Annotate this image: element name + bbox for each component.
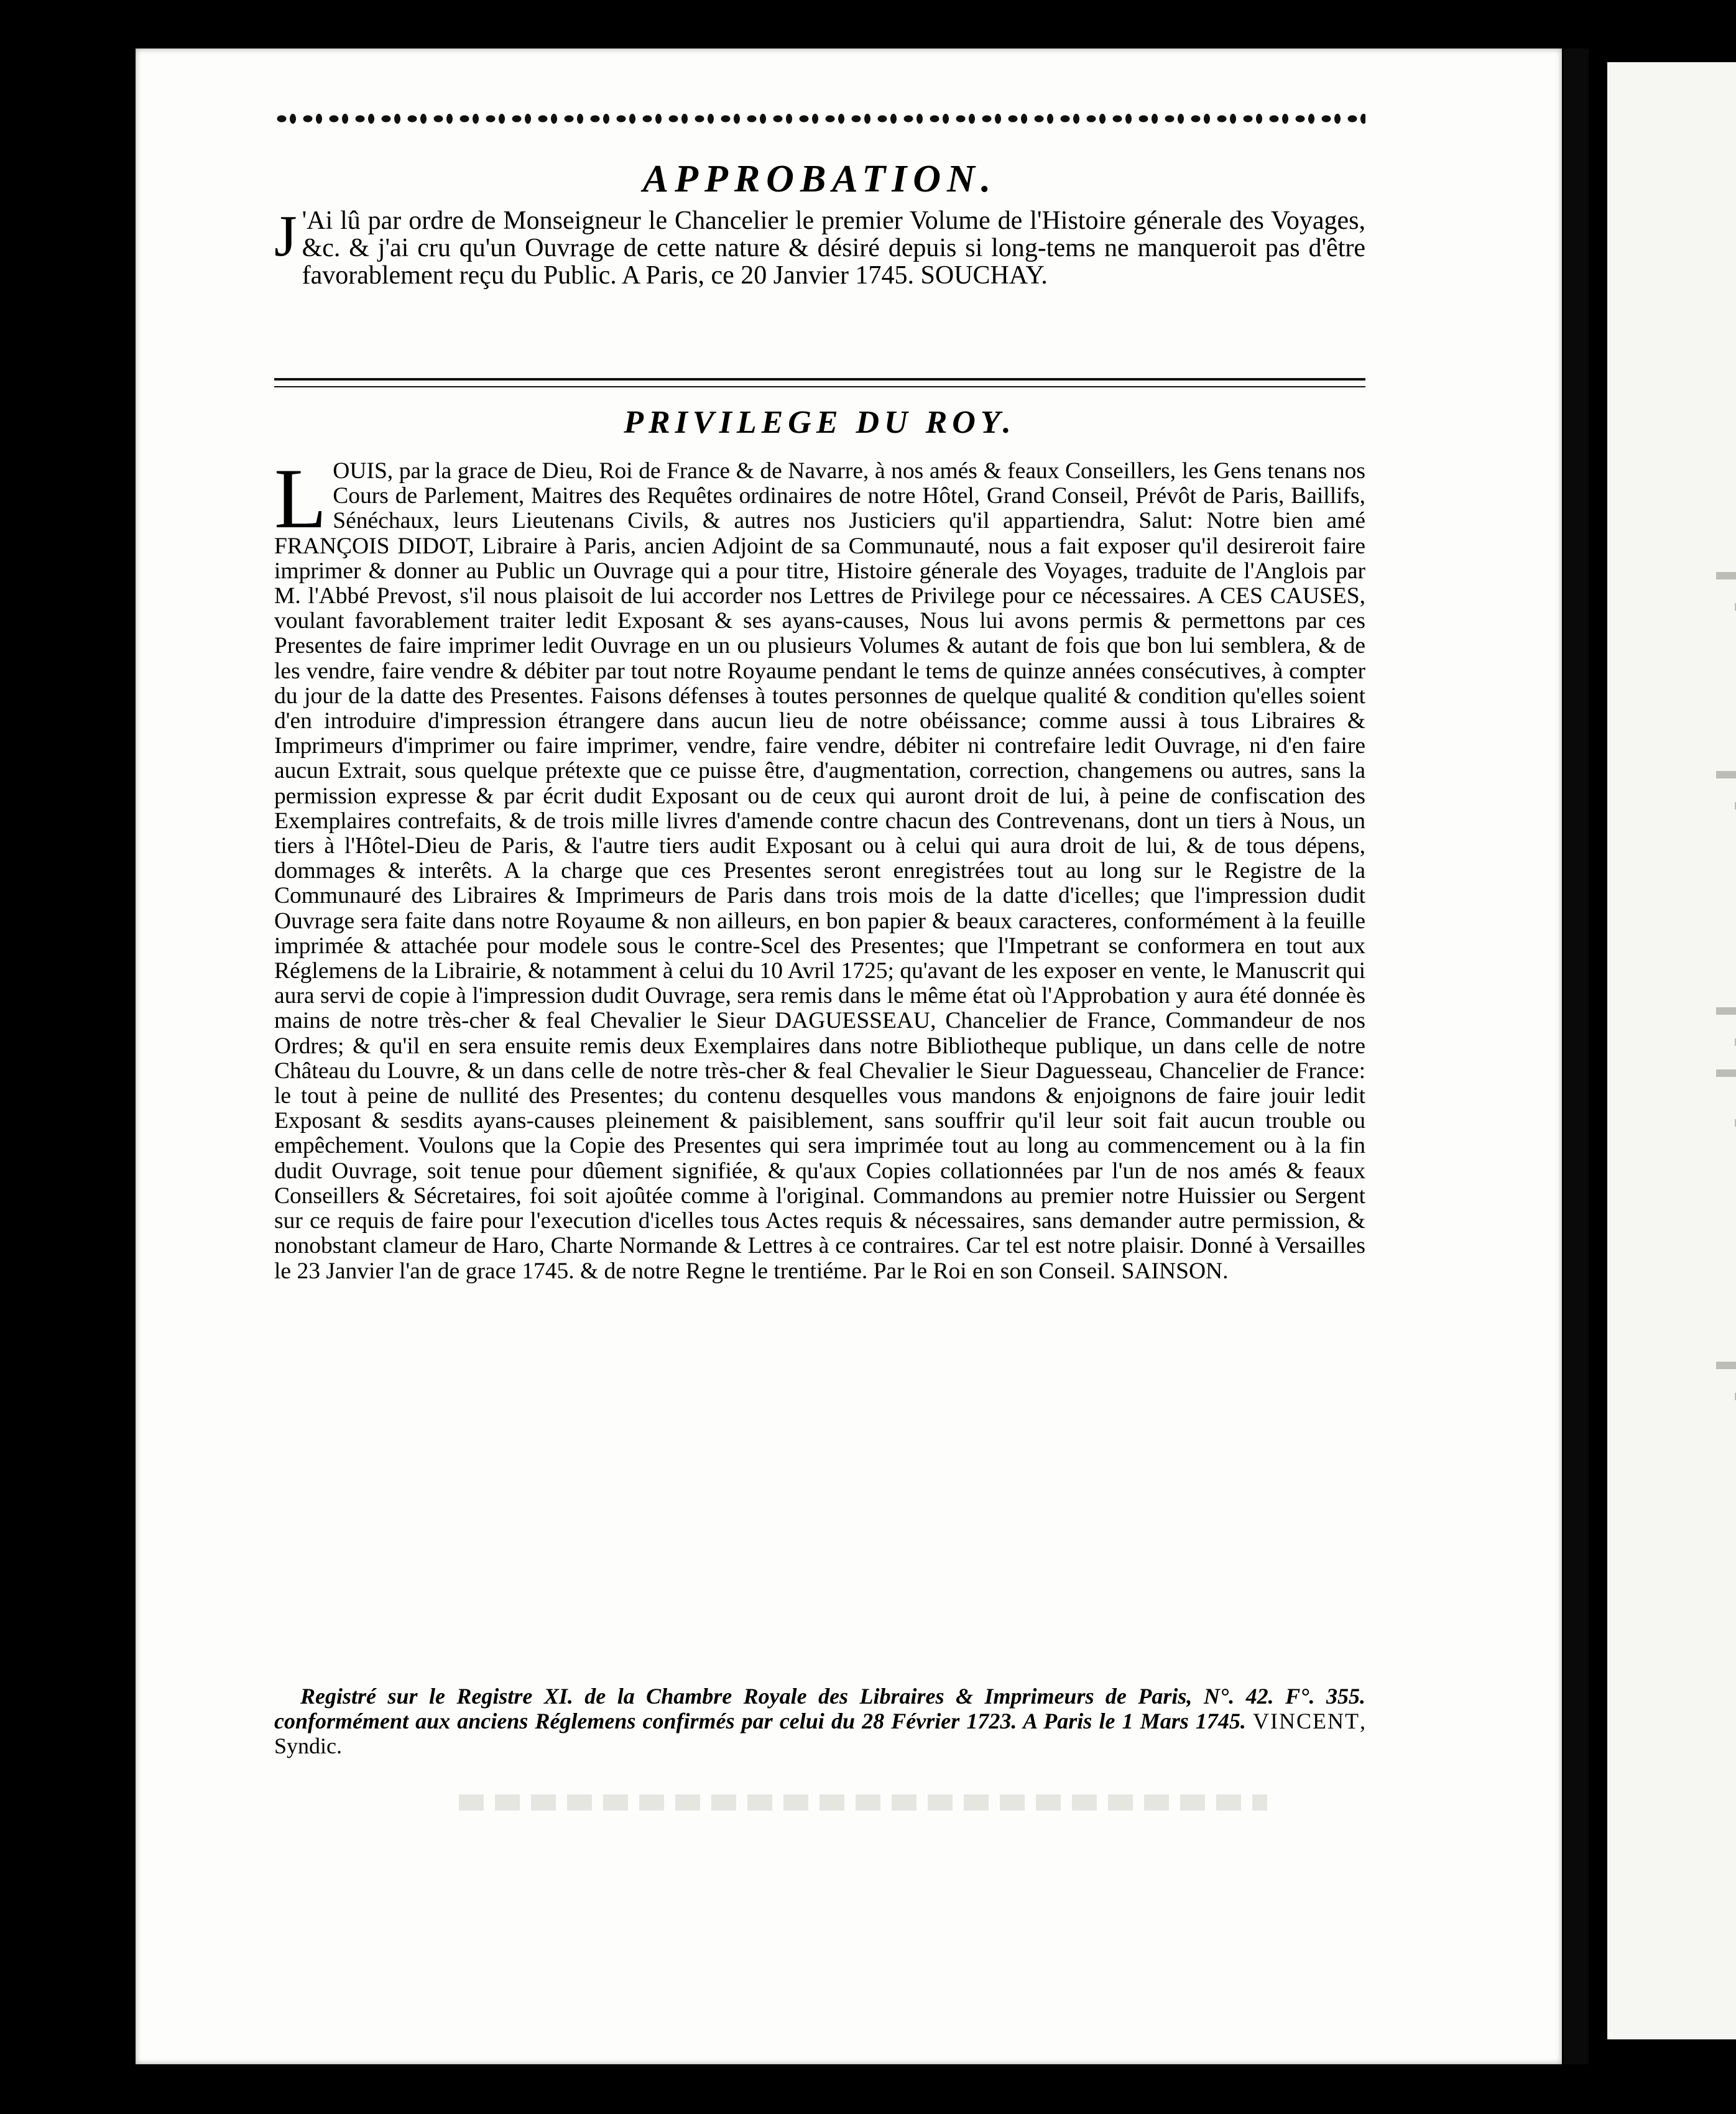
facing-text-fragment [1716,572,1736,579]
syndic-signature: VINCENT [1253,1709,1360,1733]
approbation-text: 'Ai lû par ordre de Monseigneur le Chancelier le premier Volume de l'Histoire génerale des Voyages, &c. & j'ai cru qu'un Ouvrage de cette nature & désiré depuis si long-tems ne manqueroit pas d'être favorablement reçu du Public. A Paris, ce 20 Janvier 1745. SOUCHAY. [302,206,1365,290]
printers-ornament-band [274,106,1365,132]
facing-text-fragment [1716,1069,1736,1077]
document-page [136,48,1562,2064]
ornament-caption [274,106,1365,132]
facing-page-edge [1607,62,1736,2039]
approbation-drop-initial: J [274,204,297,269]
privilege-text: OUIS, par la grace de Dieu, Roi de France & de Navarre, à nos amés & feaux Conseillers, les Gens tenans nos Cours de Parlement, Maitres des Requêtes ordinaires de notre Hôtel, Grand Conseil, Prévôt de Paris, Baillifs, Sénéchaux, leurs Lieutenans Civils, & autres nos Justiciers qu'il appartiendra, Salut: Notre bien amé FRANÇOIS DIDOT, Libraire à Paris, ancien Adjoint de sa Communauté, nous a fait exposer qu'il desireroit faire imprimer & donner au Public un Ouvrage qui a pour titre, Histoire génerale des Voyages, traduite de l'Anglois par M. l'Abbé Prevost, s'il nous plaisoit de lui accorder nos Lettres de Privilege pour ce nécessaires. A CES CAUSES, voulant favorablement traiter ledit Exposant & ses ayans-causes, Nous lui avons permis & permettons par ces Presentes de faire imprimer ledit Ouvrage en un ou plusieurs Volumes & autant de fois que bon lui semblera, & de les vendre, faire vendre & débiter par tout notre Royaume pendant le tems de quinze années consécutives, à compter du jour de la datte des Presentes. Faisons défenses à toutes personnes de quelque qualité & condition qu'elles soient d'en introduire d'impression étrangere dans aucun lieu de notre obéissance; comme aussi à tous Libraires & Imprimeurs d'imprimer ou faire imprimer, vendre, faire vendre, débiter ni contrefaire ledit Ouvrage, ni d'en faire aucun Extrait, sous quelque prétexte que ce puisse être, d'augmentation, correction, changemens ou autres, sans la permission expresse & par écrit dudit Exposant ou de ceux qui auront droit de lui, à peine de confiscation des Exemplaires contrefaits, & de trois mille livres d'amende contre chacun des Contrevenans, dont un tiers à Nous, un tiers à l'Hôtel-Dieu de Paris, & l'autre tiers audit Exposant ou à celui qui aura droit de lui, & de tous dépens, dommages & interêts. A la charge que ces Presentes seront enregistrées tout au long sur le Registre de la Communauré des Libraires & Imprimeurs de Paris dans trois mois de la datte d'icelles; que l'impression dudit Ouvrage sera faite dans notre Royaume & non ailleurs, en bon papier & beaux caracteres, conformément à la feuille imprimée & attachée pour modele sous le contre-Scel des Presentes; que l'Impetrant se conformera en tout aux Réglemens de la Librairie, & notamment à celui du 10 Avril 1725; qu'avant de les exposer en vente, le Manuscrit qui aura servi de copie à l'impression dudit Ouvrage, sera remis dans le même état où l'Approbation y aura été donnée ès mains de notre très-cher & feal Chevalier le Sieur DAGUESSEAU, Chancelier de France, Commandeur de nos Ordres; & qu'il en sera ensuite remis deux Exemplaires dans notre Bibliotheque publique, un dans celle de notre Château du Louvre, & un dans celle de notre très-cher & feal Chevalier le Sieur Daguesseau, Chancelier de France: le tout à peine de nullité des Presentes; du contenu desquelles vous mandons & enjoignons de faire jouir ledit Exposant & sesdits ayans-causes pleinement & paisiblement, sans souffrir qu'il leur soit fait aucun trouble ou empêchement. Voulons que la Copie des Presentes qui sera imprimée tout au long au commencement ou à la fin dudit Ouvrage, soit tenue pour dûement signifiée, & qu'aux Copies collationnées par l'un de nos amés & feaux Conseillers & Sécretaires, foi soit ajoûtée comme à l'original. Commandons au premier notre Huissier ou Sergent sur ce requis de faire pour l'execution d'icelles tous Actes requis & nécessaires, sans demander autre permission, & nonobstant clameur de Haro, Charte Normande & Lettres à ce contraires. Car tel est notre plaisir. Donné à Versailles le 23 Janvier l'an de grace 1745. & de notre Regne le trentiéme. Par le Roi en son Conseil. SAINSON. [274,458,1365,1284]
privilege-paragraph [274,451,1365,1284]
approbation-title: APPROBATION. [642,158,997,200]
privilege-drop-initial: L [274,451,327,546]
facing-text-fragment [1716,771,1736,778]
page-gutter-shadow [1564,48,1589,2064]
show-through-line [459,1794,1267,1811]
section-rule-thick [274,378,1365,381]
syndic-role: , Syndic. [274,1709,1365,1758]
approbation-paragraph [274,204,1365,290]
registration-text: Registré sur le Registre XI. de la Chambre Royale des Libraires & Imprimeurs de Paris, N°. 42. F°. 355. conformément aux anciens Réglemens confirmés par celui du 28 Février 1723. A Paris le 1 Mars 1745. [274,1684,1365,1733]
registration-note [274,1684,1365,1758]
privilege-title: PRIVILEGE DU ROY. [624,405,1016,440]
facing-text-fragment [1716,1362,1736,1369]
facing-text-fragment [1716,1007,1736,1015]
section-rule-thin [274,386,1365,387]
